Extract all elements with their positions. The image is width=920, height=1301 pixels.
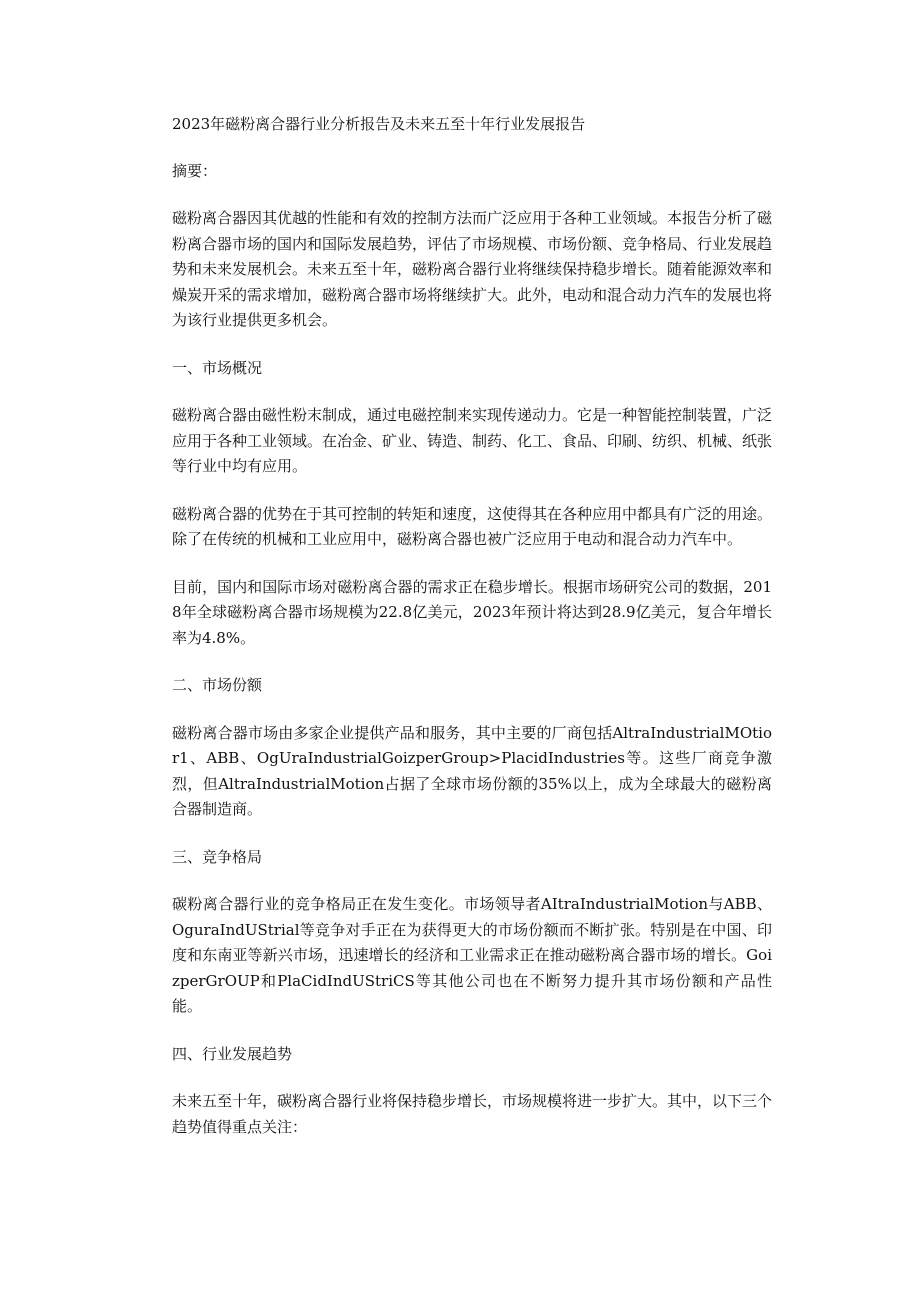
- market-overview-paragraph-2: 磁粉离合器的优势在于其可控制的转矩和速度，这使得其在各种应用中都具有广泛的用途。除了在传统的机械和工业应用中，磁粉离合器也被广泛应用于电动和混合动力汽车中。: [172, 504, 773, 548]
- section-heading-competition: 三、竞争格局: [172, 847, 263, 866]
- section-heading-industry-trends: 四、行业发展趋势: [172, 1044, 293, 1063]
- document-page: [172, 112, 772, 1162]
- market-overview-paragraph-1: 磁粉离合器由磁性粉末制成，通过电磁控制来实现传递动力。它是一种智能控制装置，广泛应用于各种工业领域。在冶金、矿业、铸造、制药、化工、食品、印刷、纺织、机械、纸张等行业中均有应用。: [172, 406, 773, 475]
- competition-paragraph-1: 碳粉离合器行业的竞争格局正在发生变化。市场领导者AItraIndustrialMotion与ABB、OguraIndUStrial等竞争对手正在为获得更大的市场份额而不断扩张。特别是在中国、印度和东南亚等新兴市场，迅速增长的经济和工业需求正在推动磁粉离合器市场的增长。GoizperGrOUP和PlaCidIndUStriCS等其他公司也在不断努力提升其市场份额和产品性能。: [172, 895, 772, 1015]
- section-heading-market-overview: 一、市场概况: [172, 358, 263, 377]
- market-share-paragraph-1: 磁粉离合器市场由多家企业提供产品和服务，其中主要的厂商包括AltraIndustrialMOtior1、ABB、OgUraIndustrialGoizperGroup>PlacidIndustries等。这些厂商竞争激烈，但AltraIndustrialMotion占据了全球市场份额的35%以上，成为全球最大的磁粉离合器制造商。: [172, 723, 772, 818]
- market-overview-paragraph-3: 目前，国内和国际市场对磁粉离合器的需求正在稳步增长。根据市场研究公司的数据，2018年全球磁粉离合器市场规模为22.8亿美元，2023年预计将达到28.9亿美元，复合年增长率为4.8%。: [172, 577, 772, 647]
- abstract-paragraph: 磁粉离合器因其优越的性能和有效的控制方法而广泛应用于各种工业领域。本报告分析了磁粉离合器市场的国内和国际发展趋势，评估了市场规模、市场份额、竞争格局、行业发展趋势和未来发展机会。未来五至十年，磁粉离合器行业将继续保持稳步增长。随着能源效率和燥炭开采的需求增加，磁粉离合器市场将继续扩大。此外，电动和混合动力汽车的发展也将为该行业提供更多机会。: [172, 209, 773, 329]
- document-title: 2023年磁粉离合器行业分析报告及未来五至十年行业发展报告: [172, 115, 586, 133]
- section-heading-market-share: 二、市场份额: [172, 676, 263, 694]
- abstract-label: 摘要：: [172, 161, 218, 180]
- industry-trends-paragraph-1: 未来五至十年，碳粉离合器行业将保持稳步增长，市场规模将进一步扩大。其中，以下三个趋势值得重点关注：: [172, 1092, 773, 1136]
